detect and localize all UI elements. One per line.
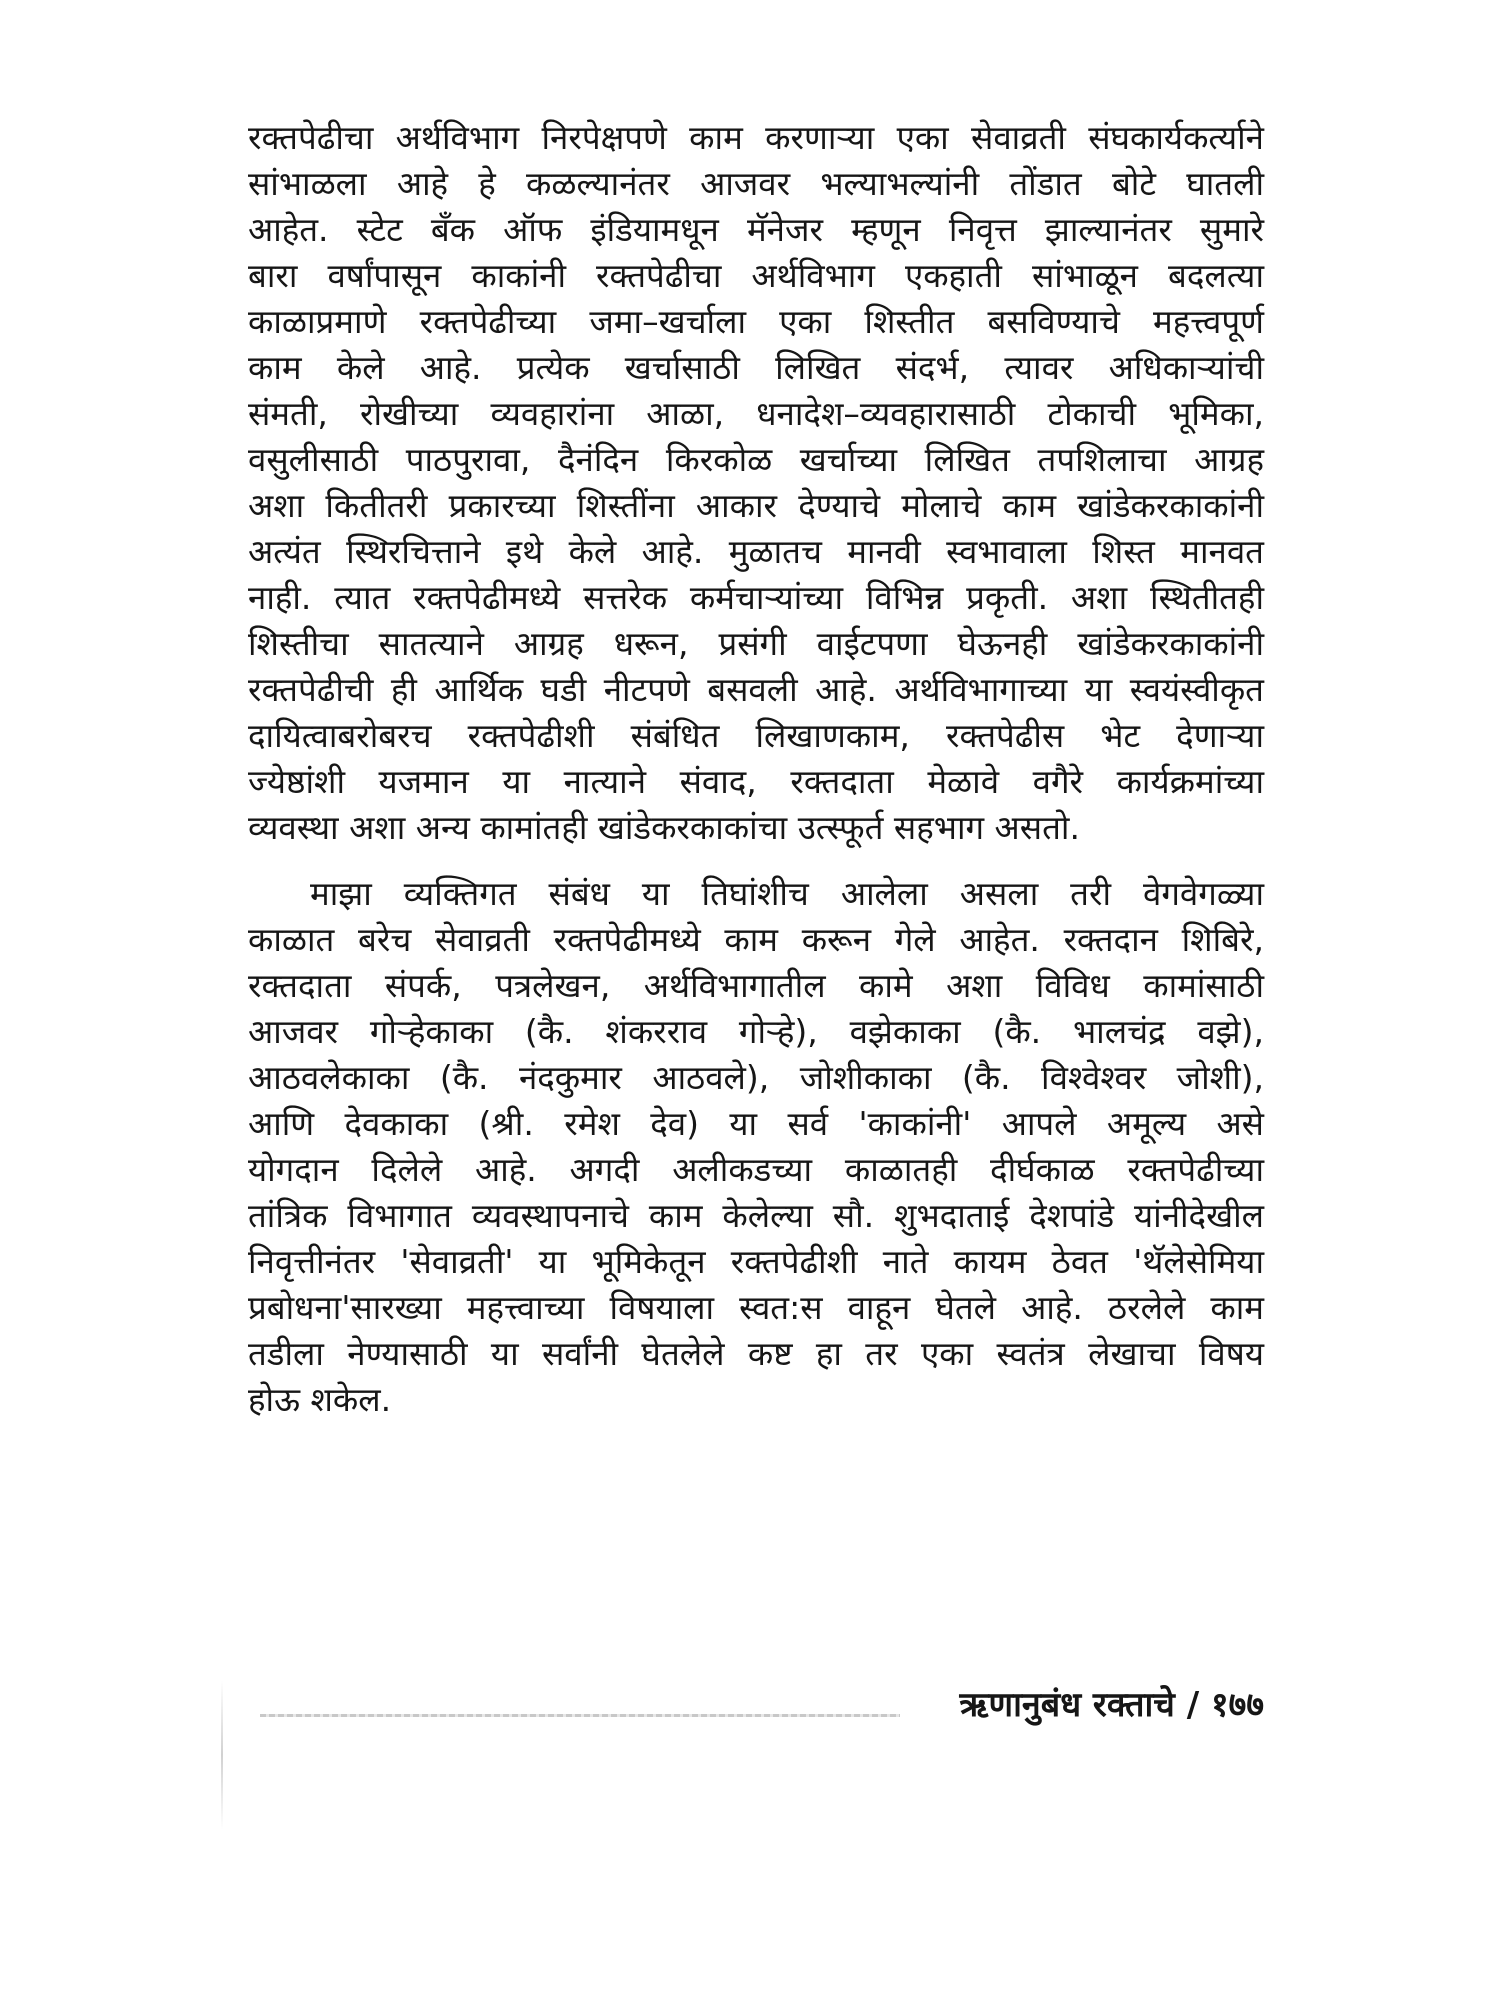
- text-line: तडीला नेण्यासाठी या सर्वांनी घेतलेले कष्ट हा तर एका स्वतंत्र लेखाचा विषय: [248, 1334, 1264, 1373]
- paragraph-gap: [248, 851, 1264, 871]
- paragraph-2: [248, 871, 1264, 1423]
- text-line: व्यवस्था अशा अन्य कामांतही खांडेकरकाकांचा उत्स्फूर्त सहभाग असतो.: [248, 808, 1080, 847]
- text-line: काळाप्रमाणे रक्तपेढीच्या जमा–खर्चाला एका शिस्तीत बसविण्याचे महत्त्वपूर्ण: [248, 302, 1264, 341]
- text-line: योगदान दिलेले आहे. अगदी अलीकडच्या काळातही दीर्घकाळ रक्तपेढीच्या: [248, 1150, 1264, 1189]
- text-line: काम केले आहे. प्रत्येक खर्चासाठी लिखित संदर्भ, त्यावर अधिकाऱ्यांची: [248, 348, 1264, 387]
- text-line: ज्येष्ठांशी यजमान या नात्याने संवाद, रक्तदाता मेळावे वगैरे कार्यक्रमांच्या: [248, 762, 1264, 801]
- paragraph-1: [248, 115, 1264, 851]
- text-line: अत्यंत स्थिरचित्ताने इथे केले आहे. मुळातच मानवी स्वभावाला शिस्त मानवत: [248, 532, 1264, 571]
- text-line: होऊ शकेल.: [248, 1380, 392, 1419]
- running-footer: [960, 1680, 1264, 1730]
- text-line: दायित्वाबरोबरच रक्तपेढीशी संबंधित लिखाणकाम, रक्तपेढीस भेट देणाऱ्या: [248, 716, 1264, 755]
- text-line: नाही. त्यात रक्तपेढीमध्ये सत्तरेक कर्मचाऱ्यांच्या विभिन्न प्रकृती. अशा स्थितीतही: [248, 578, 1264, 617]
- text-line: रक्तपेढीचा अर्थविभाग निरपेक्षपणे काम करणाऱ्या एका सेवाव्रती संघकार्यकर्त्याने: [248, 118, 1264, 157]
- text-line: तांत्रिक विभागात व्यवस्थापनाचे काम केलेल्या सौ. शुभदाताई देशपांडे यांनीदेखील: [248, 1196, 1264, 1235]
- page-edge-shadow: [221, 1680, 223, 1830]
- text-line: संमती, रोखीच्या व्यवहारांना आळा, धनादेश–व्यवहारासाठी टोकाची भूमिका,: [248, 394, 1264, 433]
- text-line: आजवर गोऱ्हेकाका (कै. शंकरराव गोऱ्हे), वझेकाका (कै. भालचंद्र वझे),: [248, 1012, 1264, 1051]
- text-line: आहेत. स्टेट बँक ऑफ इंडियामधून मॅनेजर म्हणून निवृत्त झाल्यानंतर सुमारे: [248, 210, 1264, 249]
- text-line: शिस्तीचा सातत्याने आग्रह धरून, प्रसंगी वाईटपणा घेऊनही खांडेकरकाकांनी: [248, 624, 1264, 663]
- book-title: ऋणानुबंध रक्ताचे: [959, 1685, 1175, 1725]
- text-line: सांभाळला आहे हे कळल्यानंतर आजवर भल्याभल्यांनी तोंडात बोटे घातली: [248, 164, 1264, 203]
- text-line: बारा वर्षांपासून काकांनी रक्तपेढीचा अर्थविभाग एकहाती सांभाळून बदलत्या: [248, 256, 1264, 295]
- text-line: प्रबोधना'सारख्या महत्त्वाच्या विषयाला स्वत:स वाहून घेतले आहे. ठरलेले काम: [248, 1288, 1264, 1327]
- text-line: काळात बरेच सेवाव्रती रक्तपेढीमध्ये काम करून गेले आहेत. रक्तदान शिबिरे,: [248, 920, 1264, 959]
- text-line: अशा कितीतरी प्रकारच्या शिस्तींना आकार देण्याचे मोलाचे काम खांडेकरकाकांनी: [248, 486, 1264, 525]
- page-footer: [248, 1680, 1264, 1730]
- text-line: वसुलीसाठी पाठपुरावा, दैनंदिन किरकोळ खर्चाच्या लिखित तपशिलाचा आग्रह: [248, 440, 1264, 479]
- page-number: १७७: [1210, 1685, 1264, 1725]
- text-line: निवृत्तीनंतर 'सेवाव्रती' या भूमिकेतून रक्तपेढीशी नाते कायम ठेवत 'थॅलेसेमिया: [248, 1242, 1264, 1281]
- text-line: माझा व्यक्तिगत संबंध या तिघांशीच आलेला असला तरी वेगवेगळ्या: [310, 874, 1264, 913]
- footer-separator: /: [1186, 1685, 1200, 1725]
- text-line: आठवलेकाका (कै. नंदकुमार आठवले), जोशीकाका (कै. विश्वेश्वर जोशी),: [248, 1058, 1264, 1097]
- text-line: रक्तपेढीची ही आर्थिक घडी नीटपणे बसवली आहे. अर्थविभागाच्या या स्वयंस्वीकृत: [248, 670, 1264, 709]
- footer-rule: [260, 1714, 900, 1717]
- text-line: आणि देवकाका (श्री. रमेश देव) या सर्व 'काकांनी' आपले अमूल्य असे: [248, 1104, 1264, 1143]
- text-line: रक्तदाता संपर्क, पत्रलेखन, अर्थविभागातील कामे अशा विविध कामांसाठी: [248, 966, 1264, 1005]
- body-text: [248, 115, 1264, 1423]
